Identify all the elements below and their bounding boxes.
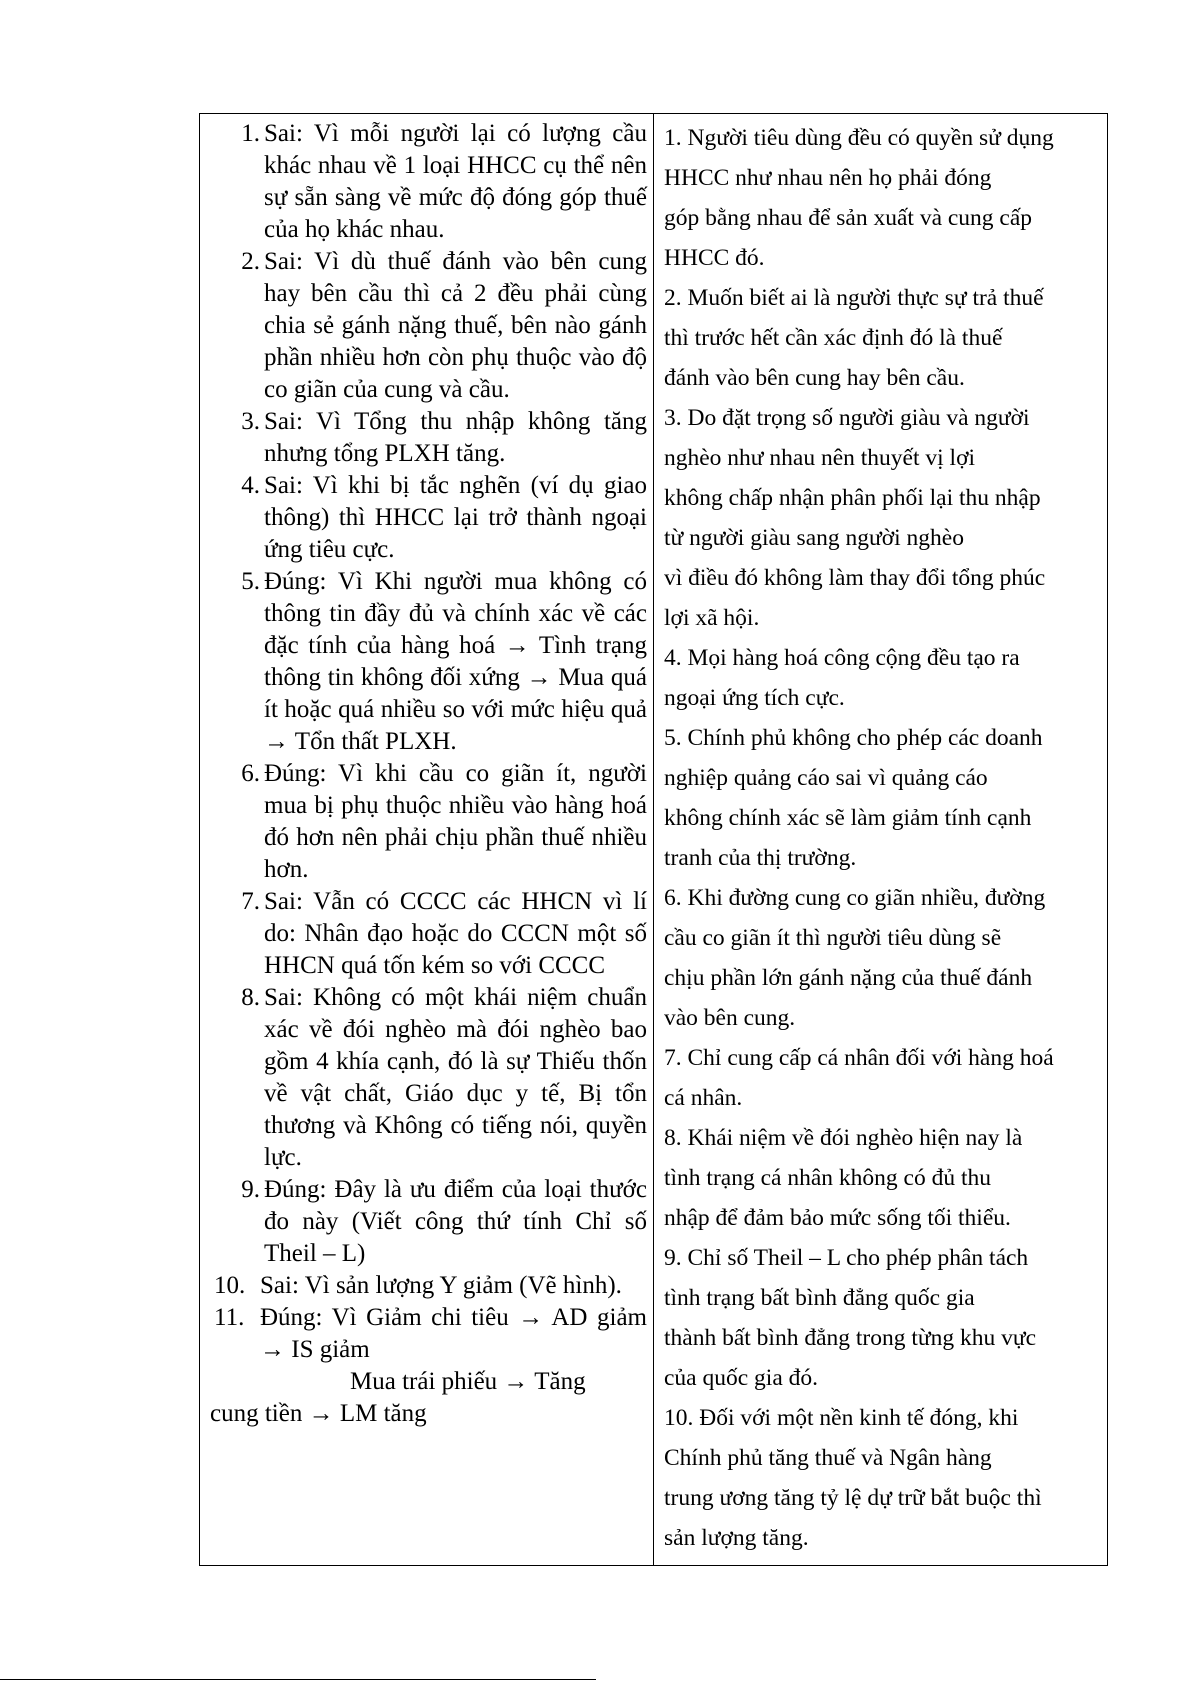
answer-item xyxy=(200,1302,653,1366)
answer-number: 11. xyxy=(214,1304,245,1331)
answer-text: Đúng: Vì Giảm chi tiêu → AD giảm → IS giảm xyxy=(260,1304,647,1363)
answer-text: Sai: Vì dù thuế đánh vào bên cung hay bên cầu thì cả 2 đều phải cùng chia sẻ gánh nặng thuế, bên nào gánh phần nhiều hơn còn phụ thuộc vào độ co giãn của cung và cầu. xyxy=(264,248,647,403)
answer-item xyxy=(200,1174,653,1270)
answer-number: 10. xyxy=(214,1272,246,1299)
answer-number: 4. xyxy=(241,472,260,499)
answer-item xyxy=(200,758,653,886)
question-item: 7. Chỉ cung cấp cá nhân đối với hàng hoá cá nhân. xyxy=(664,1045,1054,1111)
answer-item xyxy=(200,982,653,1174)
answers-list xyxy=(200,118,653,1430)
question-item: 1. Người tiêu dùng đều có quyền sử dụng HHCC như nhau nên họ phải đóng góp bằng nhau để sản xuất và cung cấp HHCC đó. xyxy=(664,125,1054,271)
answer-number: 5. xyxy=(241,568,260,595)
answer-text: Sai: Vì mỗi người lại có lượng cầu khác nhau về 1 loại HHCC cụ thể nên sự sẵn sàng về mức độ đóng góp thuế của họ khác nhau. xyxy=(264,120,647,243)
answer-number: 1. xyxy=(241,120,260,147)
answer-number: 7. xyxy=(241,888,260,915)
question-item: 6. Khi đường cung co giãn nhiều, đường cầu co giãn ít thì người tiêu dùng sẽ chịu phần lớn gánh nặng của thuế đánh vào bên cung. xyxy=(664,885,1046,1031)
footer-divider xyxy=(0,1679,596,1680)
answer-text: Sai: Vì khi bị tắc nghẽn (ví dụ giao thông) thì HHCC lại trở thành ngoại ứng tiêu cực. xyxy=(264,472,647,563)
question-item: 5. Chính phủ không cho phép các doanh nghiệp quảng cáo sai vì quảng cáo không chính xác sẽ làm giảm tính cạnh tranh của thị trường. xyxy=(664,725,1043,871)
answer-text: Đúng: Vì Khi người mua không có thông tin đầy đủ và chính xác về các đặc tính của hàng hoá → Tình trạng thông tin không đối xứng → Mua quá ít hoặc quá nhiều so với mức hiệu quả → Tổn thất PLXH. xyxy=(264,568,647,755)
answer-continuation xyxy=(200,1366,653,1430)
answer-text: Sai: Không có một khái niệm chuẩn xác về đói nghèo mà đói nghèo bao gồm 4 khía cạnh, đó là sự Thiếu thốn về vật chất, Giáo dục y tế, Bị tổn thương và Không có tiếng nói, quyền lực. xyxy=(264,984,647,1171)
question-item: 4. Mọi hàng hoá công cộng đều tạo ra ngoại ứng tích cực. xyxy=(664,645,1020,711)
answer-continuation-line: Mua trái phiếu → Tăng xyxy=(350,1368,586,1395)
answer-item xyxy=(200,1270,653,1302)
answer-item xyxy=(200,406,653,470)
answer-item xyxy=(200,470,653,566)
question-item: 8. Khái niệm về đói nghèo hiện nay là tình trạng cá nhân không có đủ thu nhập để đảm bảo mức sống tối thiểu. xyxy=(664,1125,1023,1231)
answer-text: Đúng: Đây là ưu điểm của loại thước đo này (Viết công thứ tính Chỉ số Theil – L) xyxy=(264,1176,647,1267)
answer-text: Sai: Vì Tổng thu nhập không tăng nhưng tổng PLXH tăng. xyxy=(264,408,647,467)
answer-number: 8. xyxy=(241,984,260,1011)
answer-text: Đúng: Vì khi cầu co giãn ít, người mua bị phụ thuộc nhiều vào hàng hoá đó hơn nên phải chịu phần thuế nhiều hơn. xyxy=(264,760,647,883)
answer-number: 9. xyxy=(241,1176,260,1203)
answer-continuation-line: cung tiền → LM tăng xyxy=(210,1400,427,1427)
answer-item xyxy=(200,886,653,982)
answer-item xyxy=(200,566,653,758)
answer-text: Sai: Vẫn có CCCC các HHCN vì lí do: Nhân đạo hoặc do CCCN một số HHCN quá tốn kém so với CCCC xyxy=(264,888,647,979)
answers-column xyxy=(200,114,654,1565)
answer-table xyxy=(199,113,1108,1566)
answer-number: 2. xyxy=(241,248,260,275)
question-item: 3. Do đặt trọng số người giàu và người nghèo như nhau nên thuyết vị lợi không chấp nhận phân phối lại thu nhập từ người giàu sang người nghèo vì điều đó không làm thay đổi tổng phúc lợi xã hội. xyxy=(664,405,1046,631)
questions-list xyxy=(664,118,1103,1558)
question-item: 2. Muốn biết ai là người thực sự trả thuế thì trước hết cần xác định đó là thuế đánh vào bên cung hay bên cầu. xyxy=(664,285,1044,391)
answer-item xyxy=(200,118,653,246)
answer-number: 3. xyxy=(241,408,260,435)
question-item: 9. Chỉ số Theil – L cho phép phân tách tình trạng bất bình đẳng quốc gia thành bất bình đẳng trong từng khu vực của quốc gia đó. xyxy=(664,1245,1037,1391)
questions-column xyxy=(654,114,1107,1565)
answer-item xyxy=(200,246,653,406)
question-item: 10. Đối với một nền kinh tế đóng, khi Chính phủ tăng thuế và Ngân hàng trung ương tăng tỷ lệ dự trữ bắt buộc thì sản lượng tăng. xyxy=(664,1405,1042,1551)
answer-text: Sai: Vì sản lượng Y giảm (Vẽ hình). xyxy=(260,1272,622,1299)
answer-number: 6. xyxy=(241,760,260,787)
